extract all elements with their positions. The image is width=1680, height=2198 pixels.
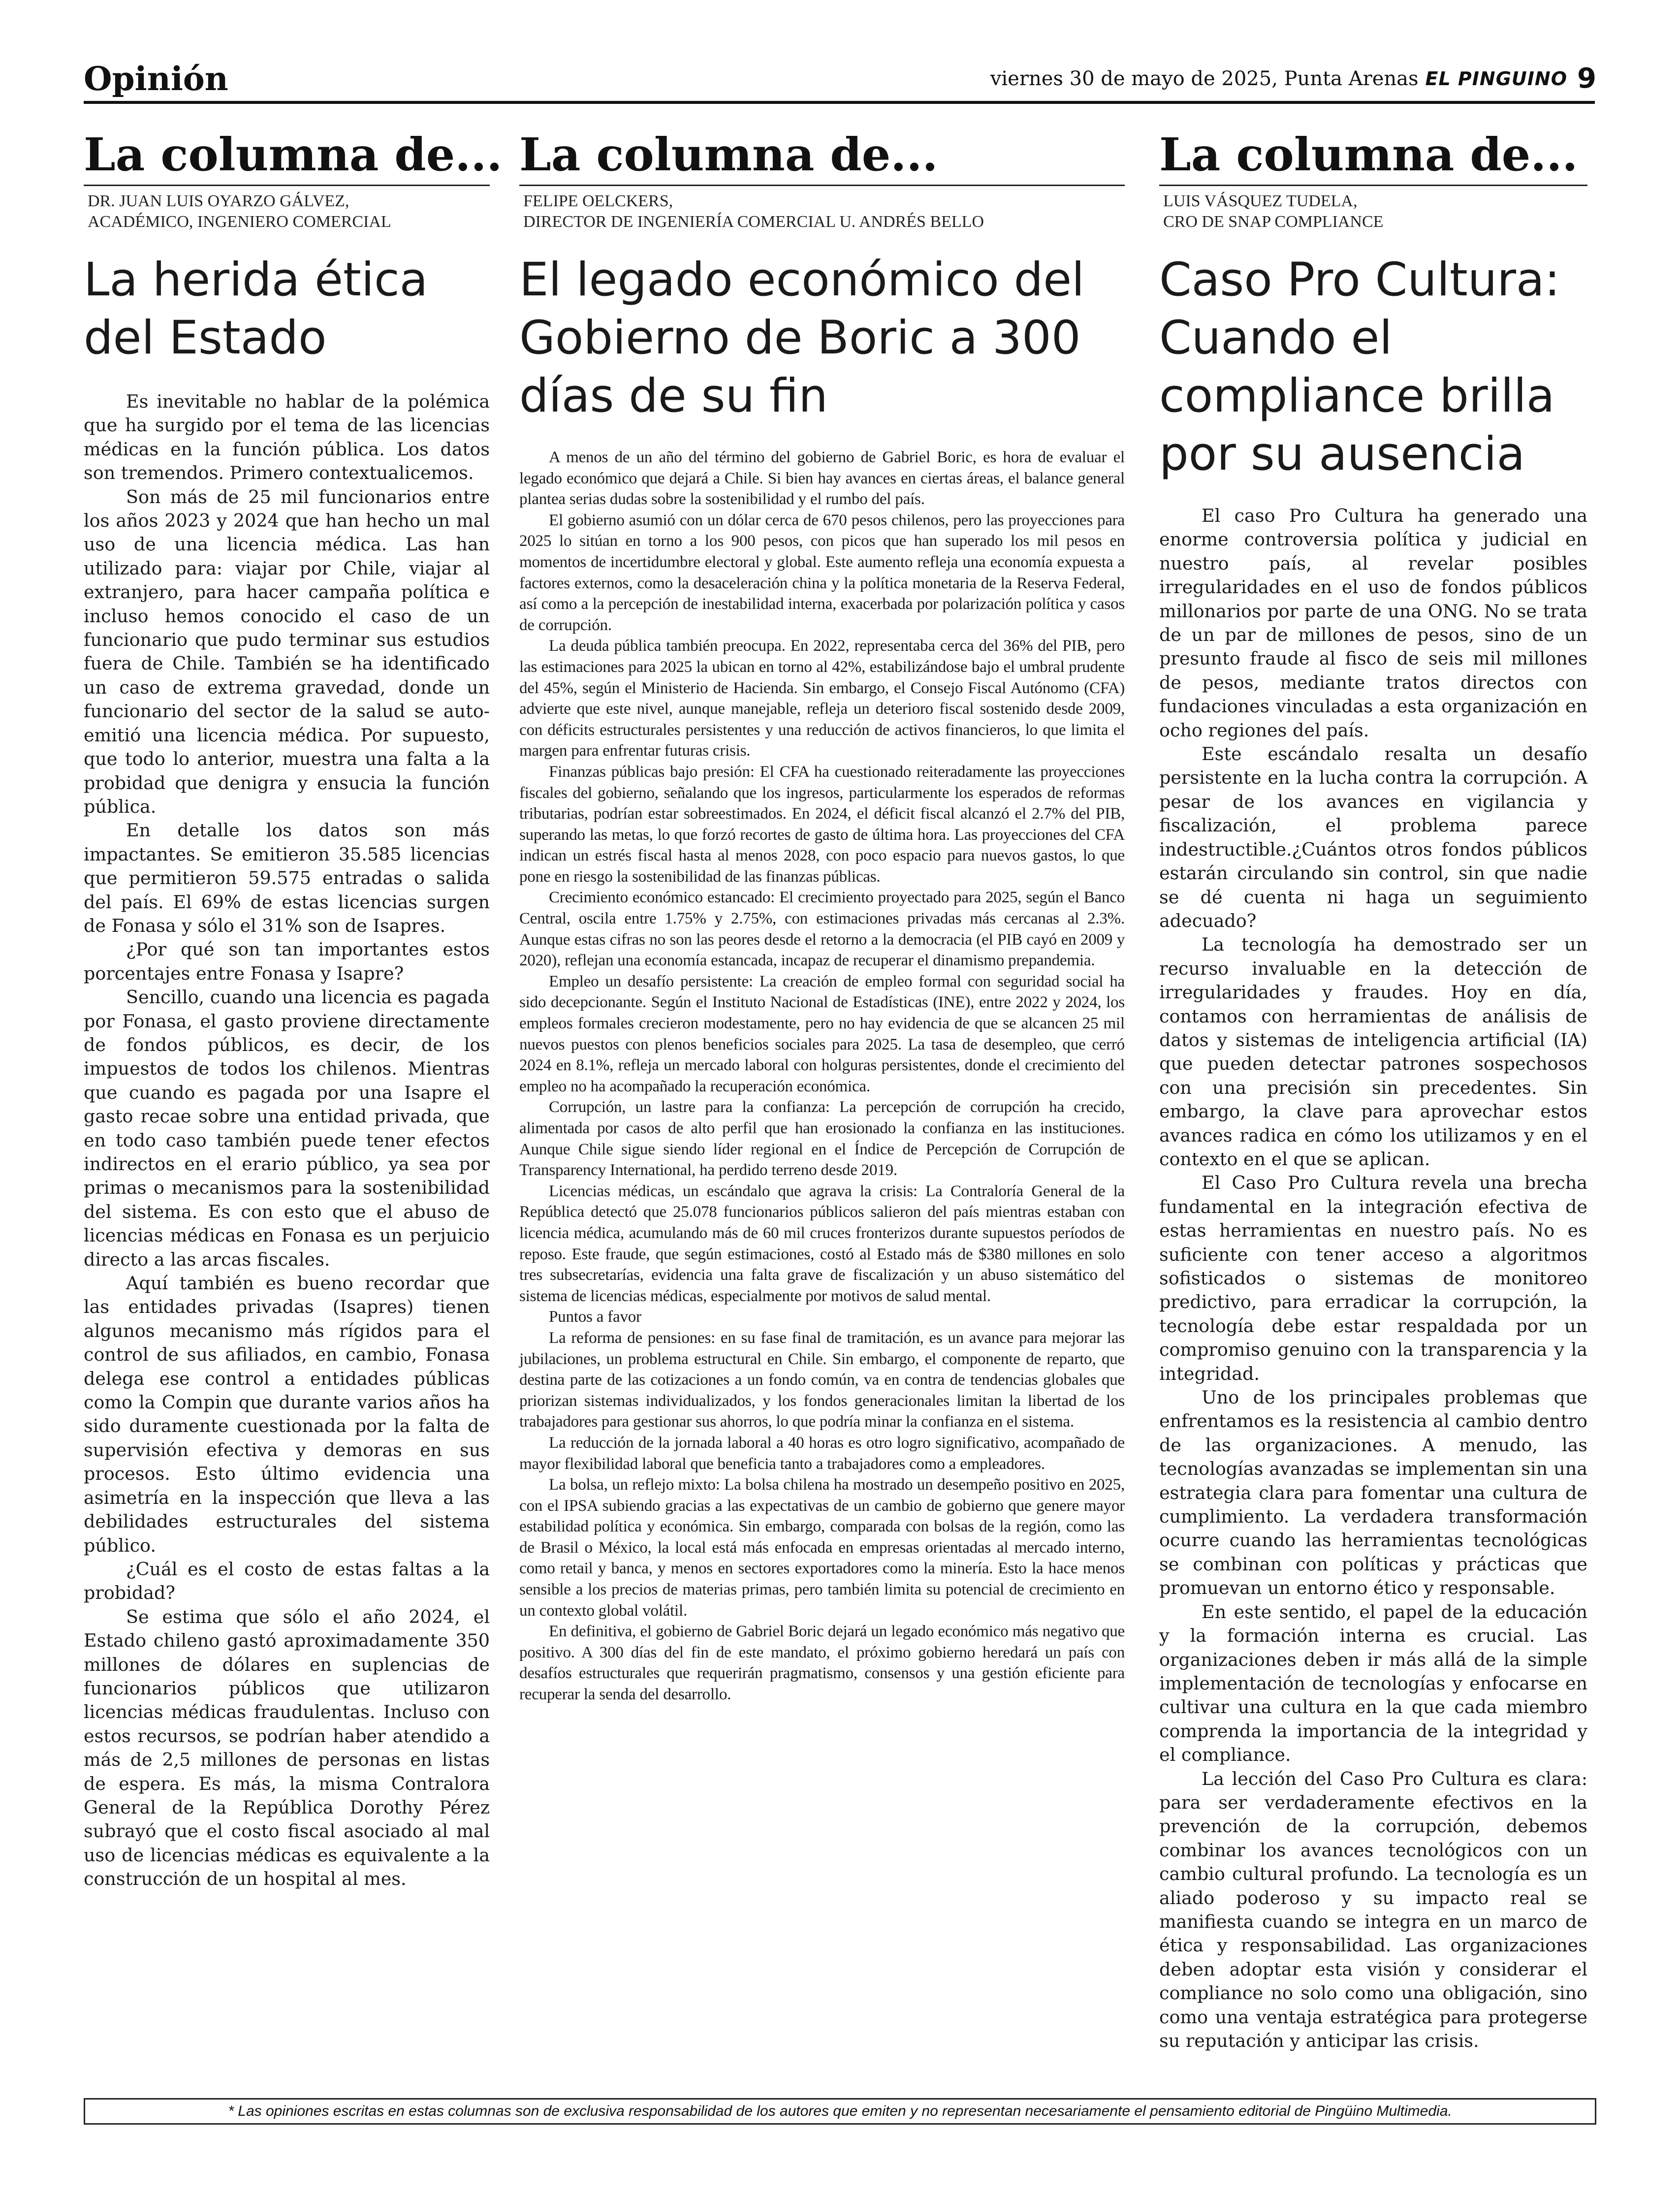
- article-title: La herida ética del Estado: [84, 253, 428, 365]
- paragraph: El gobierno asumió con un dólar cerca de 670 pesos chilenos, pero las proyecciones para 2025 lo sitúan en torno a los 900 pesos, con picos que han superado los mil pesos en momentos de incertidumbre electoral y global. Este aumento refleja una economía expuesta a factores externos, como la desaceleración china y la política monetaria de la Reserva Federal, así como a la percepción de inestabilidad interna, exacerbada por polarización política y casos de corrupción.: [519, 511, 1125, 634]
- author-role: DIRECTOR DE INGENIERÍA COMERCIAL U. ANDRÉS BELLO: [523, 213, 984, 231]
- column-kicker: La columna de...: [519, 128, 938, 181]
- paragraph: Corrupción, un lastre para la confianza: La percepción de corrupción ha crecido, alimentada por casos de alto perfil que han erosionado la confianza en las instituciones. Aunque Chile sigue siendo líder regional en el Índice de Percepción de Corrupción de Transparency International, ha perdido terreno desde 2019.: [519, 1098, 1125, 1179]
- author-byline: [1159, 191, 1587, 232]
- author-role: ACADÉMICO, INGENIERO COMERCIAL: [88, 213, 391, 231]
- column-oyarzo: [84, 126, 503, 1891]
- article-body: [519, 447, 1125, 1705]
- newspaper-name: EL PINGUINO: [1425, 68, 1568, 90]
- page-header: [0, 0, 1680, 103]
- paragraph: La deuda pública también preocupa. En 2022, representaba cerca del 36% del PIB, pero las estimaciones para 2025 la ubican en torno al 42%, estabilizándose bajo el umbral prudente del 45%, según el Ministerio de Hacienda. Sin embargo, el Consejo Fiscal Autónomo (CFA) advierte que este nivel, aunque manejable, refleja un deterioro fiscal sostenido desde 2009, con déficits estructurales persistentes y una reducción de activos financieros, lo que limita el margen para enfrentar futuras crisis.: [519, 637, 1125, 760]
- paragraph: Son más de 25 mil funcionarios entre los años 2023 y 2024 que han hecho un mal uso de una licencia médica. Las han utilizado para: viajar por Chile, viajar al extranjero, para hacer campaña política e incluso hemos conocido el caso de un funcionario que pudo terminar sus estudios fuera de Chile. También se ha identificado un caso de extrema gravedad, donde un funcionario del sector de la salud se auto-emitió una licencia médica. Por supuesto, que todo lo anterior, muestra una falta a la probidad que denigra y ensucia la función pública.: [84, 486, 490, 817]
- kicker-rule: [519, 185, 1125, 186]
- article-body: [1159, 504, 1587, 2053]
- paragraph: ¿Cuál es el costo de estas faltas a la probidad?: [84, 1558, 490, 1604]
- disclaimer: * Las opiniones escritas en estas columnas son de exclusiva responsabilidad de los autores que emiten y no representan necesariamente el pensamiento editorial de Pingüino Multimedia.: [84, 2098, 1596, 2125]
- paragraph: El caso Pro Cultura ha generado una enorme controversia política y judicial en nuestro país, al revelar posibles irregularidades en el uso de fondos públicos millonarios por parte de una ONG. No se trata de un par de millones de pesos, sino de un presunto fraude al fisco de seis mil millones de pesos, mediante tratos directos con fundaciones vinculadas a esta organización en ocho regiones del país.: [1159, 505, 1587, 741]
- paragraph: Es inevitable no hablar de la polémica que ha surgido por el tema de las licencias médicas en la función pública. Los datos son tremendos. Primero contextualicemos.: [84, 391, 490, 484]
- paragraph: La reducción de la jornada laboral a 40 horas es otro logro significativo, acompañado de mayor flexibilidad laboral que beneficia tanto a trabajadores como a empleadores.: [519, 1433, 1125, 1473]
- column-oelckers: [519, 126, 1125, 1705]
- kicker-rule: [84, 185, 490, 186]
- paragraph: Se estima que sólo el año 2024, el Estado chileno gastó aproximadamente 350 millones de dólares en suplencias de funcionarios públicos que utilizaron licencias médicas fraudulentas. Incluso con estos recursos, se podrían haber atendido a más de 2,5 millones de personas en listas de espera. Es más, la misma Contralora General de la República Dorothy Pérez subrayó que el costo fiscal asociado al mal uso de licencias médicas es equivalente a la construcción de un hospital al mes.: [84, 1606, 490, 1890]
- kicker-rule: [1159, 185, 1587, 186]
- paragraph: Empleo un desafío persistente: La creación de empleo formal con seguridad social ha sido decepcionante. Según el Instituto Nacional de Estadísticas (INE), entre 2022 y 2024, los empleos formales crecieron modestamente, pero no hay evidencia de que se alcancen 25 mil nuevos puestos con plenos beneficios sociales para 2025. La tasa de desempleo, que cerró 2024 en 8.1%, refleja un mercado laboral con holguras persistentes, donde el crecimiento del empleo no ha acompañado la recuperación económica.: [519, 972, 1125, 1095]
- section-title: Opinión: [84, 60, 228, 98]
- author-byline: [84, 191, 490, 232]
- paragraph: En definitiva, el gobierno de Gabriel Boric dejará un legado económico más negativo que positivo. A 300 días del fin de este mandato, el próximo gobierno heredará un país con desafíos estructurales que requerirán pragmatismo, consensos y una gestión eficiente para recuperar la senda del desarrollo.: [519, 1623, 1125, 1704]
- article-title: El legado económico del Gobierno de Boric a 300 días de su fin: [519, 253, 1085, 423]
- paragraph: Este escándalo resalta un desafío persistente en la lucha contra la corrupción. A pesar de los avances en vigilancia y fiscalización, el problema parece indestructible.¿Cuántos otros fondos públicos estarán circulando sin control, sin que nadie se dé cuenta ni haga un seguimiento adecuado?: [1159, 743, 1587, 931]
- paragraph: El Caso Pro Cultura revela una brecha fundamental en la integración efectiva de estas herramientas en nuestro país. No es suficiente con tener acceso a algoritmos sofisticados o sistemas de monitoreo predictivo, para erradicar la corrupción, la tecnología debe estar respaldada por un compromiso genuino con la transparencia y la integridad.: [1159, 1172, 1587, 1384]
- article-body: [84, 390, 490, 1891]
- page-number: 9: [1577, 63, 1596, 95]
- column-vasquez: [1159, 126, 1587, 2053]
- paragraph: En detalle los datos son más impactantes. Se emitieron 35.585 licencias que permitieron 59.575 entradas o salida del país. El 69% de estas licencias surgen de Fonasa y sólo el 31% son de Isapres.: [84, 820, 490, 936]
- paragraph: Finanzas públicas bajo presión: El CFA ha cuestionado reiteradamente las proyecciones fiscales del gobierno, señalando que los ingresos, particularmente los esperados de reformas tributarias, podrían estar sobreestimados. En 2024, el déficit fiscal alcanzó el 2.7% del PIB, superando las metas, lo que forzó recortes de gasto de última hora. Las proyecciones del CFA indican un estrés fiscal hasta al menos 2028, con poco espacio para nuevos gastos, lo que pone en riesgo la sostenibilidad de las finanzas públicas.: [519, 763, 1125, 886]
- paragraph: La reforma de pensiones: en su fase final de tramitación, es un avance para mejorar las jubilaciones, un problema estructural en Chile. Sin embargo, el componente de reparto, que destina parte de las cotizaciones a un fondo común, va en contra de tendencias globales que priorizan sistemas individualizados, y los fondos generacionales limitan la libertad de los trabajadores para gestionar sus ahorros, lo que podría minar la confianza en el sistema.: [519, 1329, 1125, 1431]
- paragraph: ¿Por qué son tan importantes estos porcentajes entre Fonasa y Isapre?: [84, 939, 490, 984]
- paragraph: En este sentido, el papel de la educación y la formación interna es crucial. Las organizaciones deben ir más allá de la simple implementación de tecnologías y enfocarse en cultivar una cultura en la que cada miembro comprenda la importancia de la integridad y el compliance.: [1159, 1601, 1587, 1766]
- column-kicker: La columna de...: [84, 128, 503, 181]
- paragraph: Licencias médicas, un escándalo que agrava la crisis: La Contraloría General de la República detectó que 25.078 funcionarios públicos salieron del país mientras estaban con licencia médica, acumulando más de 60 mil cruces fronterizos durante supuestos períodos de reposo. Este fraude, que según estimaciones, costó al Estado más de $380 millones en solo tres subsecretarías, evidencia una falta grave de fiscalización y un abuso sistemático del sistema de licencias médicas, especialmente por motivos de salud mental.: [519, 1182, 1125, 1305]
- paragraph: A menos de un año del término del gobierno de Gabriel Boric, es hora de evaluar el legado económico que dejará a Chile. Si bien hay avances en ciertas áreas, el balance general plantea serias dudas sobre la sostenibilidad y el rumbo del país.: [519, 448, 1125, 509]
- date-place: viernes 30 de mayo de 2025, Punta Arenas: [990, 67, 1419, 90]
- author-role: CRO DE SNAP COMPLIANCE: [1163, 213, 1384, 231]
- paragraph: Sencillo, cuando una licencia es pagada por Fonasa, el gasto proviene directamente de fondos públicos, es decir, de los impuestos de todos los chilenos. Mientras que cuando es pagada por una Isapre el gasto recae sobre una entidad privada, que en todo caso también puede tener efectos indirectos en el erario público, ya sea por primas o mecanismos para la sostenibilidad del sistema. Es con esto que el abuso de licencias médicas en Fonasa es un perjuicio directo a las arcas fiscales.: [84, 987, 490, 1270]
- author-byline: [519, 191, 1125, 232]
- paragraph: La bolsa, un reflejo mixto: La bolsa chilena ha mostrado un desempeño positivo en 2025, con el IPSA subiendo gracias a las expectativas de un cambio de gobierno que genere mayor estabilidad política y económica. Sin embargo, comparada con bolsas de la región, como las de Brasil o México, la local está más enfocada en empresas orientadas al mercado interno, como retail y banca, y menos en sectores exportadores como la minería. Esto la hace menos sensible a los precios de materias primas, pero también limita su potencial de crecimiento en un contexto global volátil.: [519, 1476, 1125, 1620]
- article-title: Caso Pro Cultura: Cuando el compliance brilla por su ausencia: [1159, 253, 1560, 481]
- author-name: LUIS VÁSQUEZ TUDELA,: [1163, 192, 1358, 210]
- paragraph: Puntos a favor: [549, 1308, 641, 1326]
- paragraph: Crecimiento económico estancado: El crecimiento proyectado para 2025, según el Banco Central, oscila entre 1.75% y 2.75%, con estimaciones privadas más cercanas al 2.3%. Aunque estas cifras no son las peores desde el retorno a la democracia (el PIB cayó en 2009 y 2020), reflejan una economía estancada, incapaz de recuperar el dinamismo prepandemia.: [519, 889, 1125, 970]
- paragraph: La tecnología ha demostrado ser un recurso invaluable en la detección de irregularidades y fraudes. Hoy en día, contamos con herramientas de análisis de datos y sistemas de inteligencia artificial (IA) que pueden detectar patrones sospechosos con una precisión sin precedentes. Sin embargo, la clave para aprovechar estos avances radica en cómo los utilizamos y en el contexto en el que se aplican.: [1159, 934, 1587, 1170]
- paragraph: Uno de los principales problemas que enfrentamos es la resistencia al cambio dentro de las organizaciones. A menudo, las tecnologías avanzadas se implementan sin una estrategia clara para fomentar una cultura de cumplimiento. La verdadera transformación ocurre cuando las herramientas tecnológicas se combinan con políticas y prácticas que promuevan un entorno ético y responsable.: [1159, 1387, 1587, 1599]
- paragraph: La lección del Caso Pro Cultura es clara: para ser verdaderamente efectivos en la prevención de la corrupción, debemos combinar los avances tecnológicos con un cambio cultural profundo. La tecnología es un aliado poderoso y su impacto real se manifiesta cuando se integra en un marco de ética y responsabilidad. Las organizaciones deben adoptar esta visión y considerar el compliance no solo como una obligación, sino como una ventaja estratégica para protegerse su reputación y anticipar las crisis.: [1159, 1768, 1587, 2051]
- dateline: [990, 63, 1596, 95]
- header-rule: [84, 101, 1595, 104]
- paragraph: Aquí también es bueno recordar que las entidades privadas (Isapres) tienen algunos mecanismo más rígidos para el control de sus afiliados, en cambio, Fonasa delega ese control a entidades públicas como la Compin que durante varios años ha sido duramente cuestionada por la falta de supervisión efectiva y demoras en sus procesos. Esto último evidencia una asimetría en la inspección que lleva a las debilidades estructurales del sistema público.: [84, 1273, 490, 1556]
- column-kicker: La columna de...: [1159, 128, 1578, 181]
- author-name: FELIPE OELCKERS,: [523, 192, 673, 210]
- author-name: DR. JUAN LUIS OYARZO GÁLVEZ,: [88, 192, 349, 210]
